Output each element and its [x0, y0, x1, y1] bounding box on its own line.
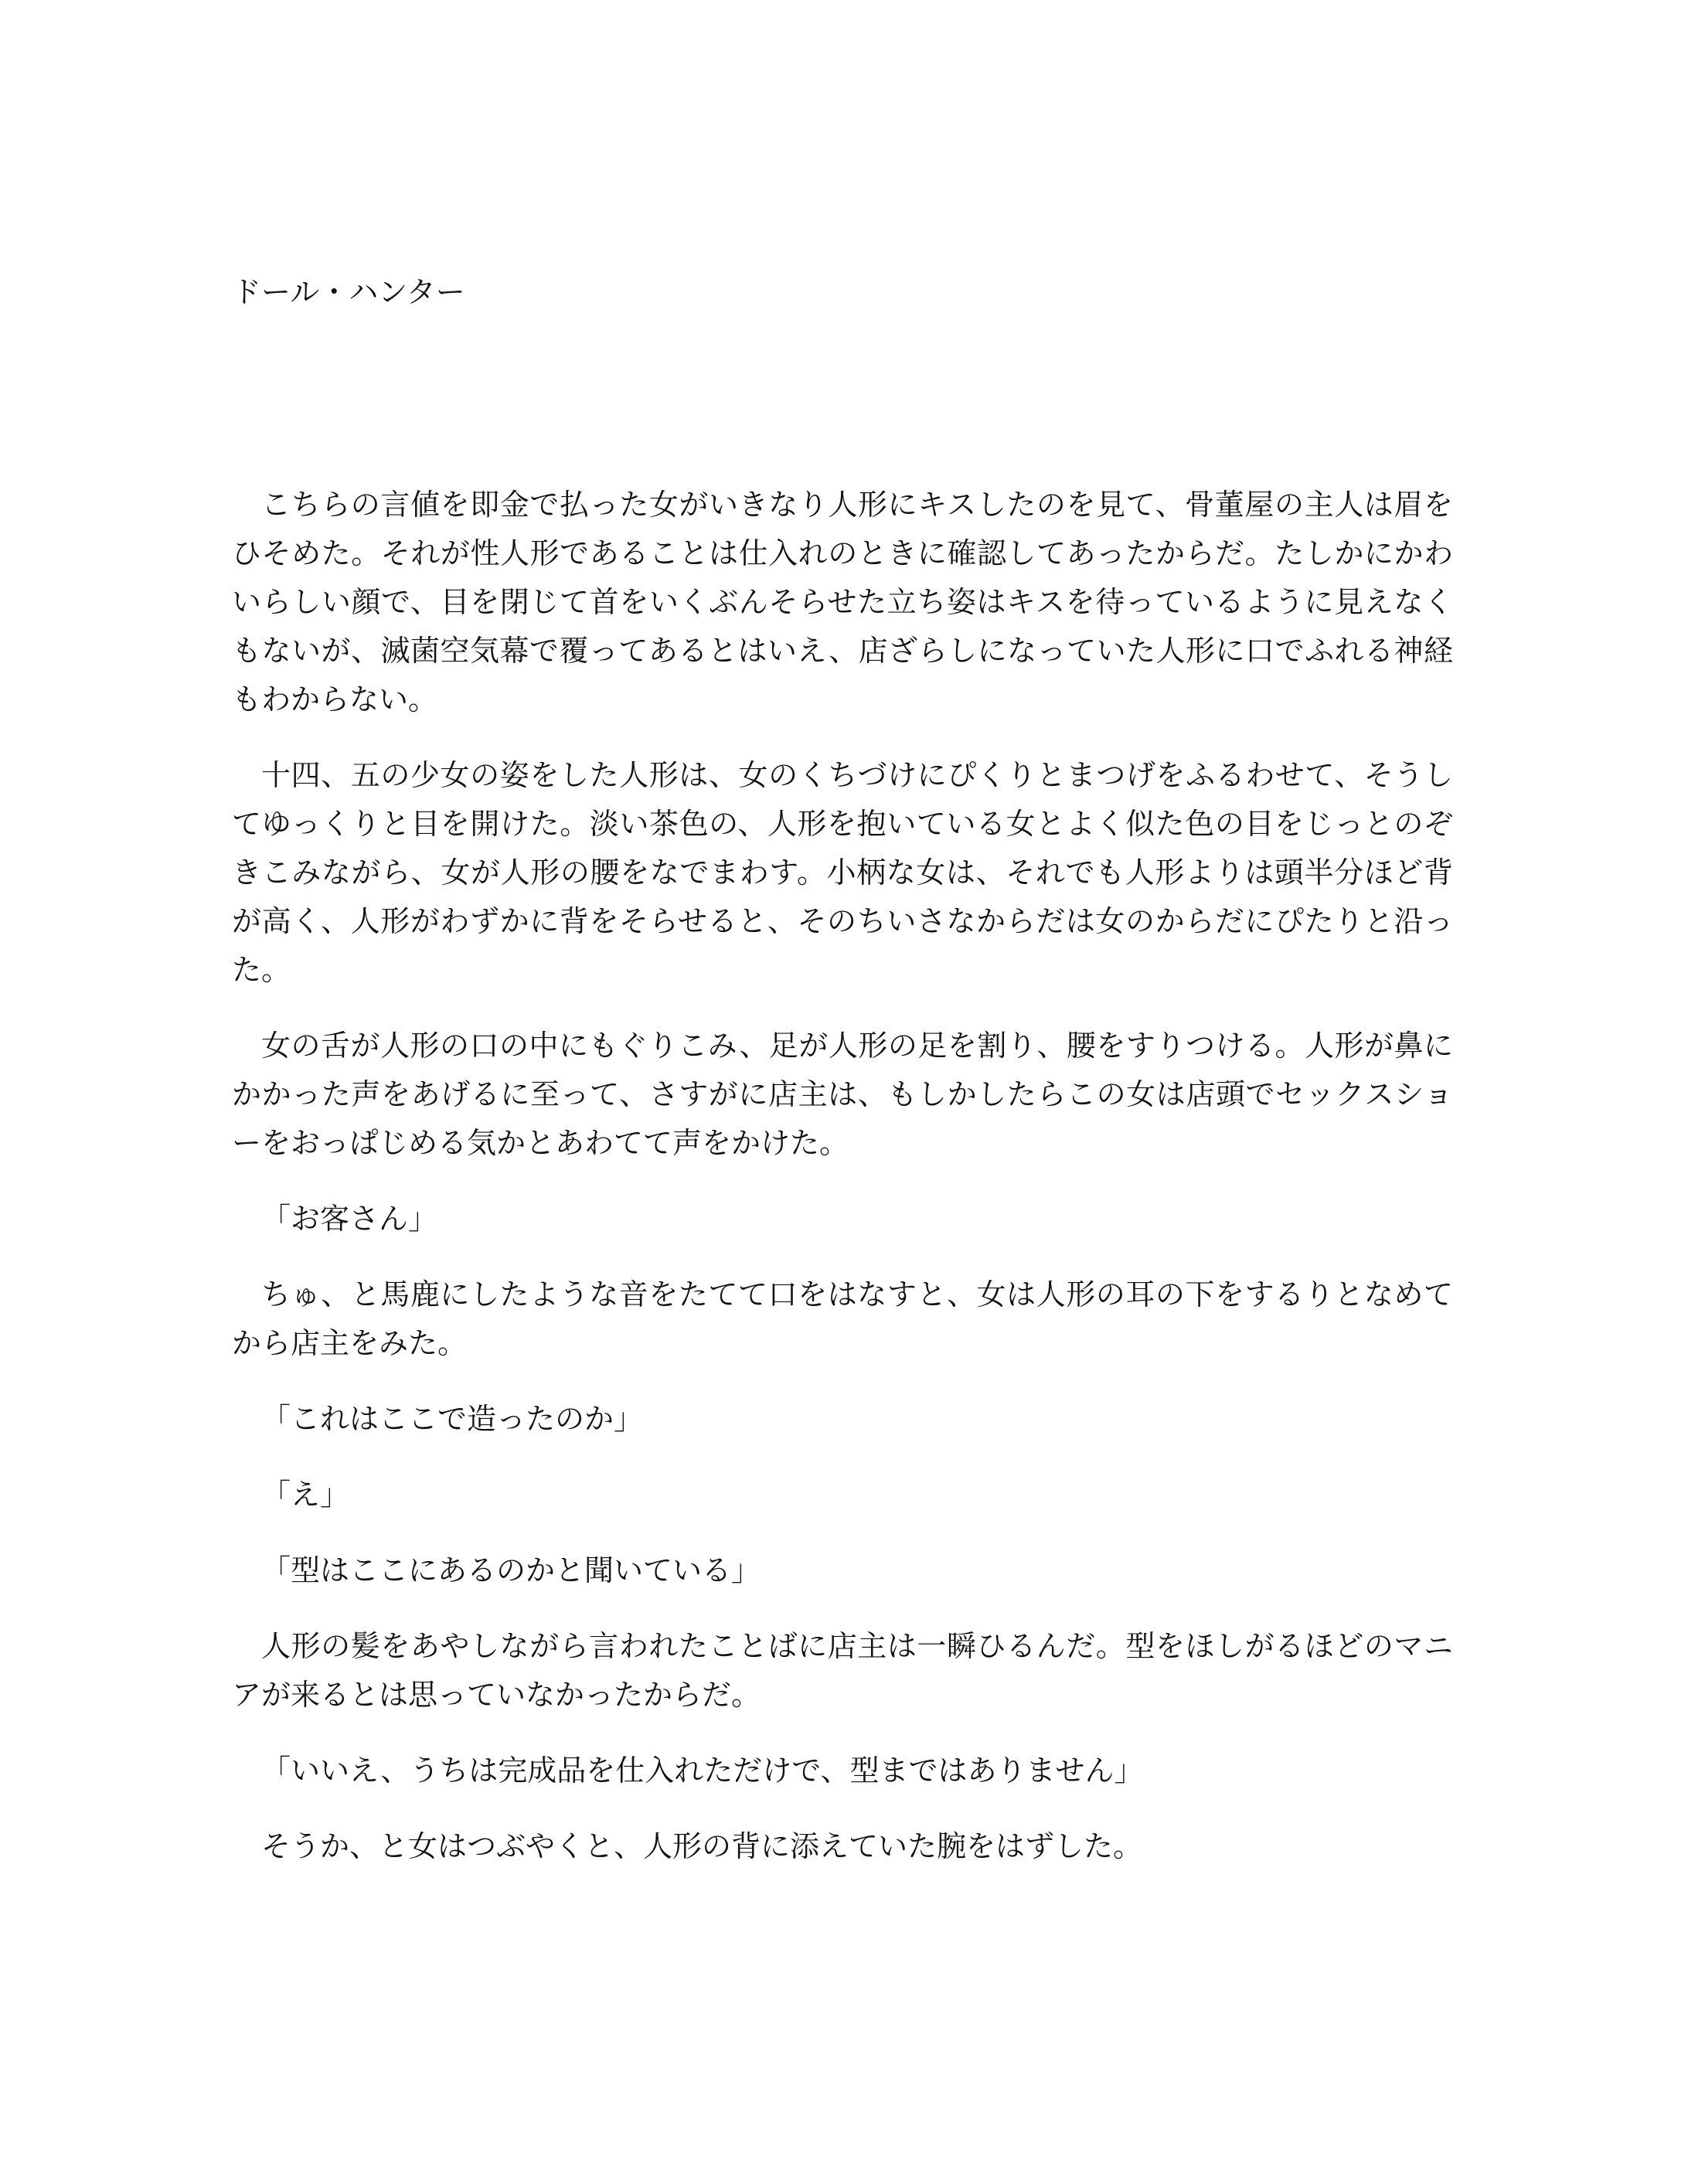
document-title: ドール・ハンター: [232, 275, 465, 309]
paragraph: 人形の髪をあやしながら言われたことばに店主は一瞬ひるんだ。型をほしがるほどのマニアが来るとは思っていなかったからだ。: [232, 1629, 1453, 1712]
paragraph: そうか、と女はつぶやくと、人形の背に添えていた腕をはずした。: [261, 1829, 1143, 1863]
paragraph: 女の舌が人形の口の中にもぐりこみ、足が人形の足を割り、腰をすりつける。人形が鼻にかかった声をあげるに至って、さすがに店主は、もしかしたらこの女は店頭でセックスショーをおっぱじめる気かとあわてて声をかけた。: [232, 1029, 1453, 1160]
dialogue-line: 「お客さん」: [261, 1202, 438, 1236]
paragraph: 十四、五の少女の姿をした人形は、女のくちづけにぴくりとまつげをふるわせて、そうしてゆっくりと目を開けた。淡い茶色の、人形を抱いている女とよく似た色の目をじっとのぞきこみながら、女が人形の腰をなでまわす。小柄な女は、それでも人形よりは頭半分ほど背が高く、人形がわずかに背をそらせると、そのちいさなからだは女のからだにぴたりと沿った。: [232, 758, 1453, 987]
paragraph: こちらの言値を即金で払った女がいきなり人形にキスしたのを見て、骨董屋の主人は眉をひそめた。それが性人形であることは仕入れのときに確認してあったからだ。たしかにかわいらしい顔で、目を閉じて首をいくぶんそらせた立ち姿はキスを待っているように見えなくもないが、滅菌空気幕で覆ってあるとはいえ、店ざらしになっていた人形に口でふれる神経もわからない。: [232, 488, 1453, 716]
dialogue-line: 「いいえ、うちは完成品を仕入れただけで、型まではありません」: [261, 1754, 1144, 1788]
paragraph: ちゅ、と馬鹿にしたような音をたてて口をはなすと、女は人形の耳の下をするりとなめてから店主をみた。: [232, 1277, 1453, 1360]
document-body: [232, 481, 1453, 1898]
dialogue-line: 「え」: [261, 1478, 350, 1512]
dialogue-line: 「これはここで造ったのか」: [261, 1402, 644, 1436]
dialogue-line: 「型はここにあるのかと聞いている」: [261, 1553, 761, 1587]
